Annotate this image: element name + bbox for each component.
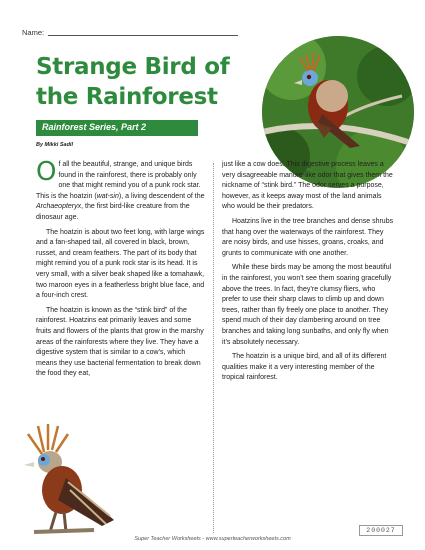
paragraph-6: While these birds may be among the most beautiful in the rainforest, you won’t see them soaring gracefully above the trees. In fact, they’re clumsy fliers, who prefer to use their sharp claws to climb up and down trees, rather than fly freely one place to another. They spend much of their day clambering around on tree branches and taking long sunbaths, and only fly when it’s absolutely necessary. [222,264,392,346]
worksheet-code: 200027 [359,525,403,536]
article-left-column [36,157,208,384]
series-label: Rainforest Series, Part 2 [42,122,147,132]
paragraph-1 [36,157,208,224]
p1-archaeopteryx: Archaeopteryx [36,203,82,211]
hoatzin-portrait-illustration [14,420,124,538]
p1-pronunciation: wat-sin [96,192,119,200]
title-line-1: Strange Bird of [36,54,230,80]
footer-credit: Super Teacher Worksheets - www.superteacherworksheets.com [134,536,291,542]
name-line[interactable] [48,35,238,36]
page-title [36,52,256,112]
hoatzin-portrait [14,420,124,538]
p1-end: , the first bird-like creature from the dinosaur age. [36,203,190,221]
name-label: Name: [22,28,45,37]
column-divider [213,163,214,533]
byline: By Mikki Sadil [36,142,73,148]
article-right-column [222,160,394,388]
paragraph-4: just like a cow does. This digestive process leaves a very disagreeable manure-like odor that gives them the nickname of “stink bird.” The odor serves a purpose, however, as it keeps away most of the land animals who would be their predators. [222,161,393,211]
paragraph-2: The hoatzin is about two feet long, with large wings and a fan-shaped tail, all covered in black, brown, russet, and cream feathers. The part of its body that might remind you of a punk rock star is its head. It is very small, with a silver beak shaped like a tomahawk, two maroon eyes in a featherless bright blue face, and a four-inch crest. [36,228,205,300]
title-line-2: the Rainforest [36,84,218,110]
p1-text: f all the beautiful, strange, and unique birds found in the rainforest, there is probably only one that might remind you of a punk rock star. This is the hoatzin ( [36,161,201,200]
drop-cap: O [36,157,57,187]
paragraph-3 [36,306,208,380]
paragraph-5: Hoatzins live in the tree branches and dense shrubs that hang over the waterways of the rainforest. They are noisy birds, and use hisses, groans, croaks, and grunts to communicate with one another. [222,217,394,257]
p3-text: The hoatzin is known as the “stink bird” of the rainforest. Hoatzins eat primarily leaves and some fruits and flowers of the plants that grow in the marshy areas of the rainforests where they live. They have a digestive system that is similar to a cow’s, which means they use bacterial fermentation to break down the food they eat, [36,306,204,378]
paragraph-7: The hoatzin is a unique bird, and all of its different qualities make it a very interesting member of the tropical rainforest. [222,353,387,382]
series-banner [36,120,198,136]
p1-mid: ), a living descendent of the [118,192,205,200]
